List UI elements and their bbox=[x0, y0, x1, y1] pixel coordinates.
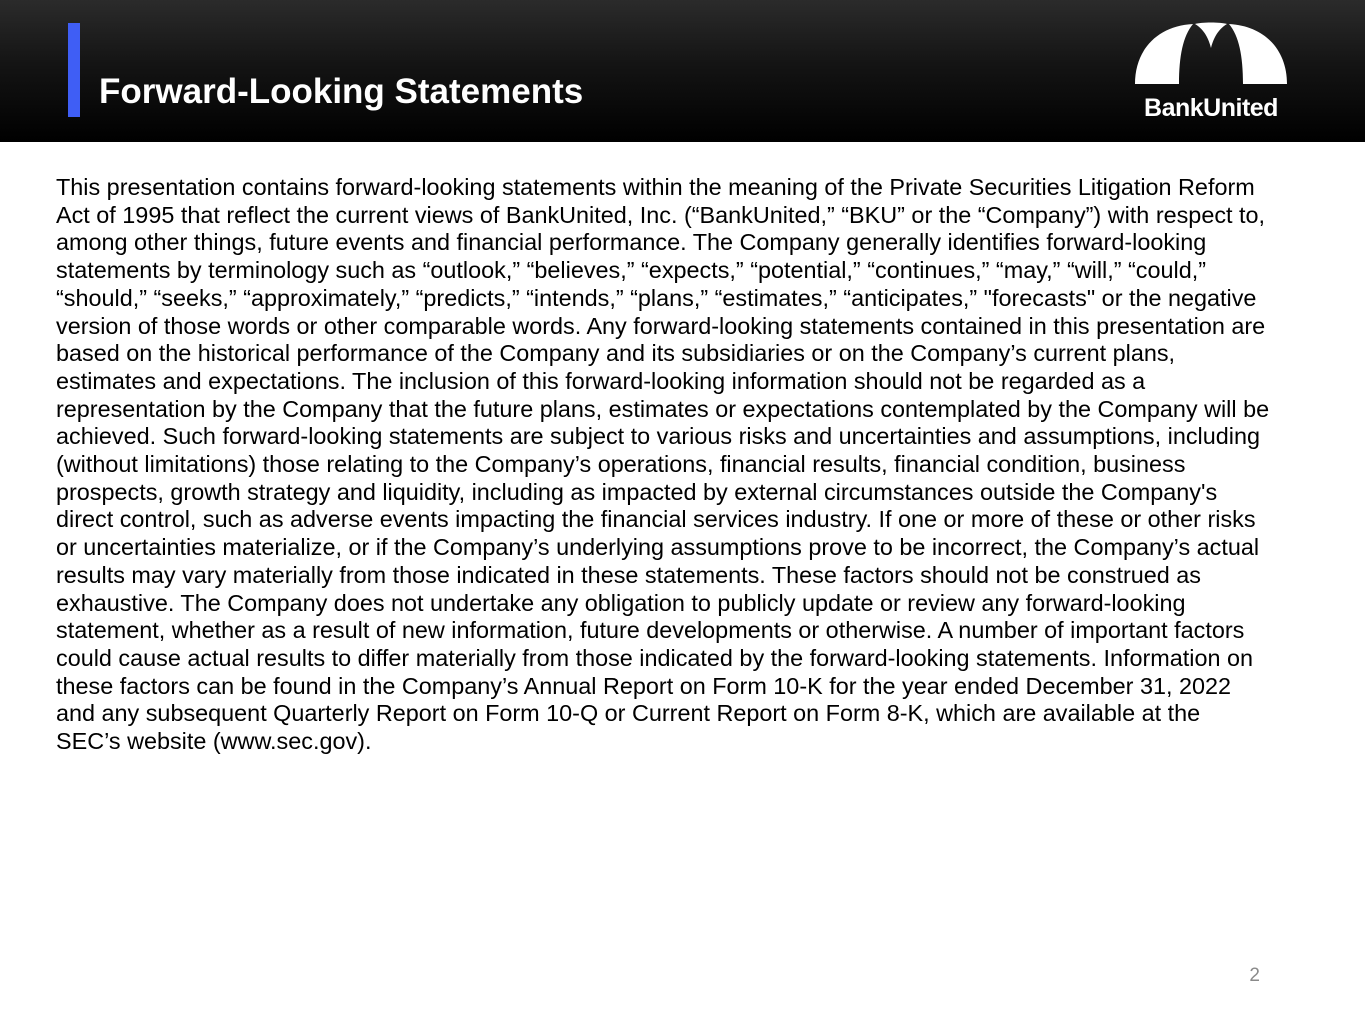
page-number: 2 bbox=[1249, 965, 1260, 986]
bankunited-logo bbox=[1130, 20, 1292, 124]
slide-header bbox=[0, 0, 1365, 142]
arch-icon bbox=[1135, 22, 1287, 84]
slide-title: Forward-Looking Statements bbox=[99, 72, 584, 111]
title-accent-bar bbox=[68, 23, 80, 117]
forward-looking-disclaimer-text: This presentation contains forward-looking statements within the meaning of the Private Securities Litigation Reform Act of 1995 that reflect the current views of BankUnited, Inc. (“BankUnited,” “BKU” or the “Company”) with respect to, among other things, future events and financial performance. The Company generally identifies forward-looking statements by terminology such as “outlook,” “believes,” “expects,” “potential,” “continues,” “may,” “will,” “could,” “should,” “seeks,” “approximately,” “predicts,” “intends,” “plans,” “estimates,” “anticipates,” "forecasts" or the negative version of those words or other comparable words. Any forward-looking statements contained in this presentation are based on the historical performance of the Company and its subsidiaries or on the Company’s current plans, estimates and expectations. The inclusion of this forward-looking information should not be regarded as a representation by the Company that the future plans, estimates or expectations contemplated by the Company will be achieved. Such forward-looking statements are subject to various risks and uncertainties and assumptions, including (without limitations) those relating to the Company’s operations, financial results, financial condition, business prospects, growth strategy and liquidity, including as impacted by external circumstances outside the Company's direct control, such as adverse events impacting the financial services industry. If one or more of these or other risks or uncertainties materialize, or if the Company’s underlying assumptions prove to be incorrect, the Company’s actual results may vary materially from those indicated in these statements. These factors should not be construed as exhaustive. The Company does not undertake any obligation to publicly update or review any forward-looking statement, whether as a result of new information, future developments or otherwise. A number of important factors could cause actual results to differ materially from those indicated by the forward-looking statements. Information on these factors can be found in the Company’s Annual Report on Form 10-K for the year ended December 31, 2022 and any subsequent Quarterly Report on Form 10-Q or Current Report on Form 8-K, which are available at the SEC’s website (www.sec.gov). bbox=[56, 174, 1270, 755]
logo-wordmark: BankUnited bbox=[1144, 94, 1278, 122]
